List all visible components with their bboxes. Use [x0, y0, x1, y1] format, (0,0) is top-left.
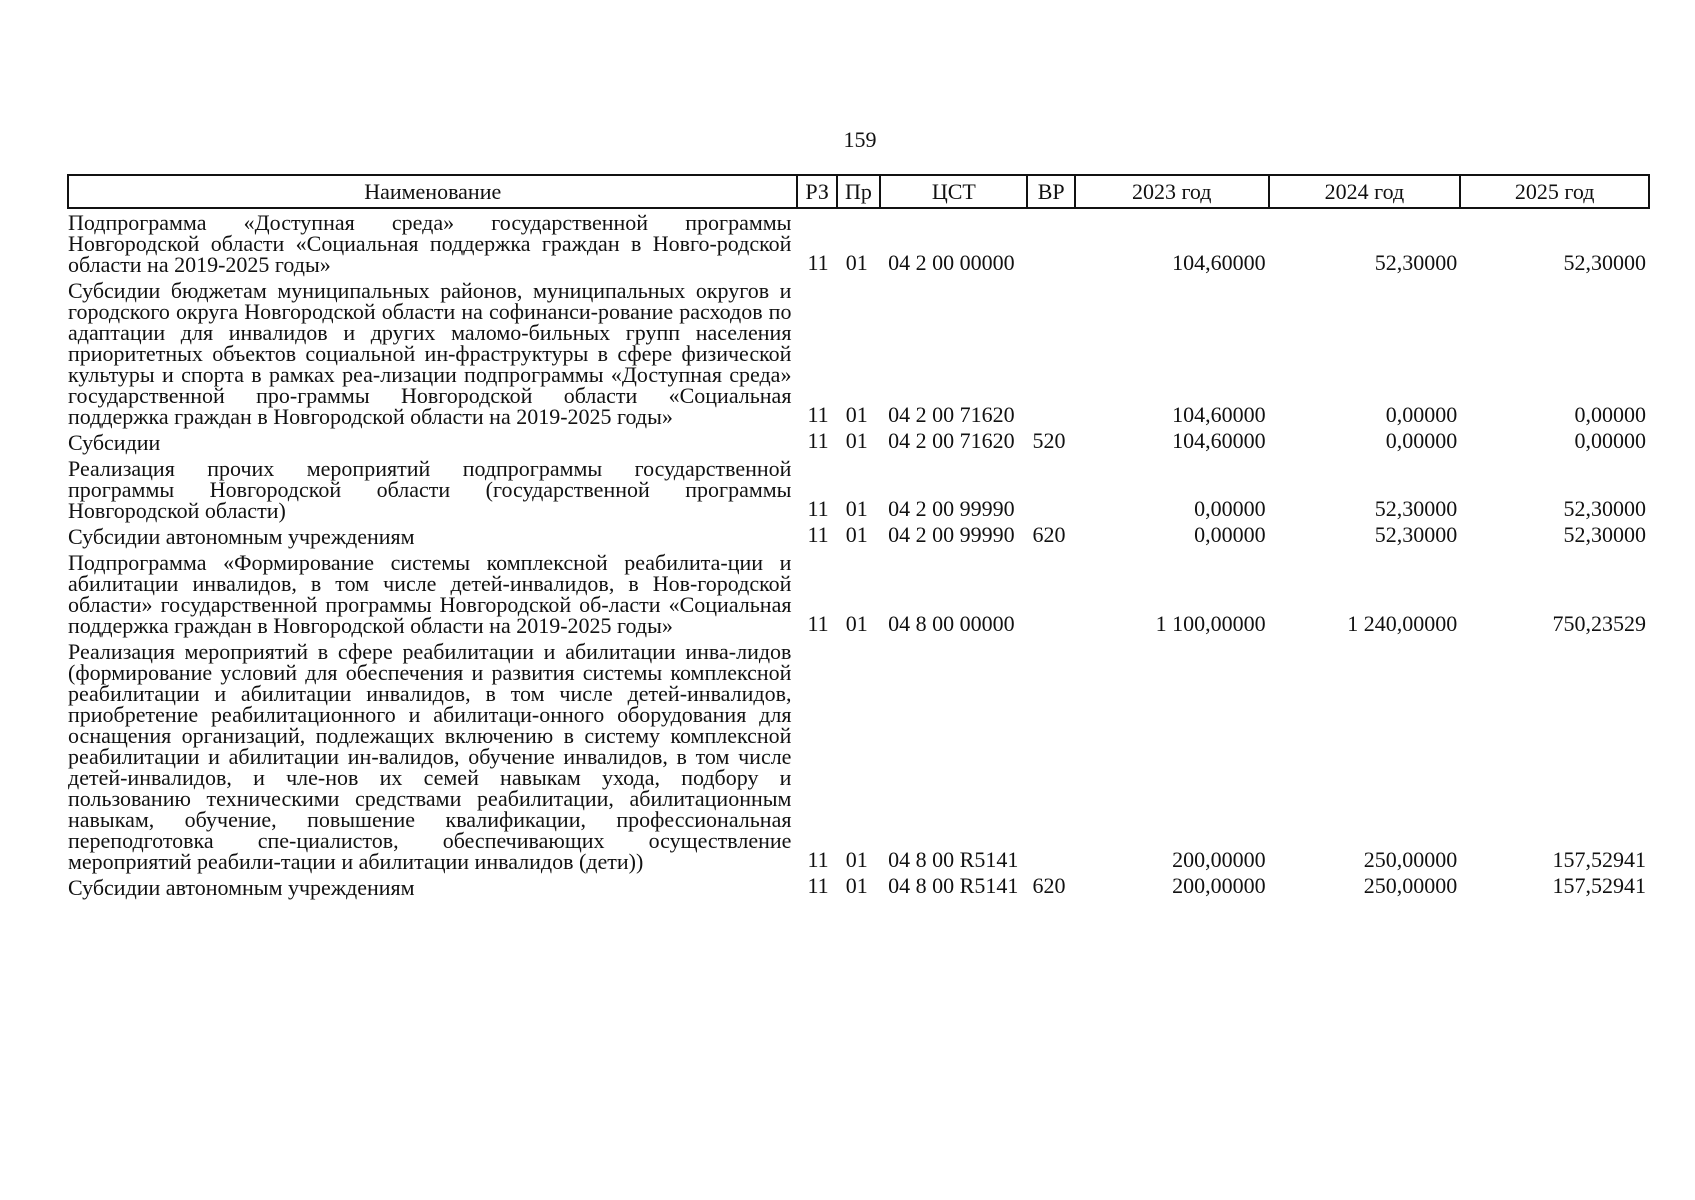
row-value-2023: 104,60000: [1172, 402, 1266, 427]
row-value-2024: 250,00000: [1363, 847, 1458, 872]
table-row: [68, 208, 1649, 277]
row-pr: 01: [845, 428, 868, 453]
row-pr: 01: [845, 847, 868, 872]
header-name: Наименование: [68, 175, 797, 208]
row-cst: 04 2 00 71620: [888, 428, 1015, 453]
row-value-2023: 104,60000: [1172, 250, 1266, 275]
row-pr: 01: [845, 522, 868, 547]
row-value-2023: 200,00000: [1172, 847, 1266, 872]
row-rz: 11: [807, 250, 829, 275]
table-row: [68, 638, 1649, 874]
budget-table: [67, 174, 1650, 900]
row-cst: 04 2 00 00000: [888, 250, 1015, 275]
row-value-2024: 250,00000: [1363, 873, 1458, 898]
row-vr: 620: [1032, 873, 1066, 898]
table-row: [68, 429, 1649, 455]
row-value-2024: 0,00000: [1385, 428, 1458, 453]
row-vr: 620: [1032, 522, 1066, 547]
row-value-2024: 52,30000: [1374, 522, 1458, 547]
header-2025: 2025 год: [1460, 175, 1649, 208]
header-2024: 2024 год: [1269, 175, 1461, 208]
row-name: Субсидии автономным учреждениям: [68, 524, 415, 549]
row-value-2025: 157,52941: [1552, 847, 1646, 872]
table-header: [68, 175, 1649, 208]
row-value-2023: 1 100,00000: [1155, 611, 1266, 636]
row-value-2023: 104,60000: [1172, 428, 1266, 453]
row-value-2024: 52,30000: [1374, 496, 1458, 521]
row-value-2025: 52,30000: [1563, 496, 1646, 521]
row-value-2025: 0,00000: [1574, 402, 1646, 427]
row-name: Субсидии: [68, 430, 161, 455]
row-name: Субсидии автономным учреждениям: [68, 875, 415, 900]
header-vr: ВР: [1027, 175, 1074, 208]
row-value-2025: 52,30000: [1563, 522, 1646, 547]
row-pr: 01: [845, 611, 868, 636]
header-pr: Пр: [837, 175, 880, 208]
header-rz: РЗ: [797, 175, 836, 208]
row-value-2025: 0,00000: [1574, 428, 1646, 453]
row-vr: [1027, 638, 1074, 874]
table-row: [68, 455, 1649, 523]
row-value-2024: 0,00000: [1385, 402, 1458, 427]
row-name: Субсидии бюджетам муниципальных районов, муниципальных округов и городского округа Новгородской области на софинанси-рование расходов по адаптации для инвалидов и других маломо-бильных групп населения приоритетных объектов социальной ин-фраструктуры в сфере физической культуры и спорта в рамках реа-лизации подпрограммы «Доступная среда» государственной про-граммы Новгородской области «Социальная поддержка граждан в Новгородской области на 2019-2025 годы»: [68, 278, 792, 429]
row-rz: 11: [807, 428, 829, 453]
row-rz: 11: [807, 847, 829, 872]
row-rz: 11: [807, 496, 829, 521]
row-value-2023: 200,00000: [1172, 873, 1266, 898]
row-rz: 11: [807, 873, 829, 898]
row-pr: 01: [845, 873, 868, 898]
row-pr: 01: [845, 250, 868, 275]
table-row: [68, 549, 1649, 638]
row-rz: 11: [807, 522, 829, 547]
row-cst: 04 2 00 99990: [888, 522, 1015, 547]
row-value-2023: 0,00000: [1194, 496, 1266, 521]
row-pr: 01: [845, 496, 868, 521]
header-2023: 2023 год: [1075, 175, 1269, 208]
row-vr: [1027, 208, 1074, 277]
row-value-2025: 750,23529: [1552, 611, 1646, 636]
row-pr: 01: [845, 402, 868, 427]
table-row: [68, 874, 1649, 900]
header-cst: ЦСТ: [880, 175, 1027, 208]
page-number: 159: [843, 127, 877, 152]
row-cst: 04 2 00 71620: [888, 402, 1015, 427]
row-vr: [1027, 455, 1074, 523]
row-value-2025: 52,30000: [1563, 250, 1646, 275]
row-value-2024: 1 240,00000: [1347, 611, 1458, 636]
row-name: Реализация прочих мероприятий подпрограммы государственной программы Новгородской области (государственной программы Новгородской области): [68, 456, 792, 523]
row-value-2023: 0,00000: [1194, 522, 1266, 547]
row-cst: 04 8 00 R5141: [888, 873, 1019, 898]
row-rz: 11: [807, 611, 829, 636]
row-name: Реализация мероприятий в сфере реабилитации и абилитации инва-лидов (формирование условий для обеспечения и развития системы комплексной реабилитации и абилитации инвалидов, в том числе детей-инвалидов, приобретение реабилитационного и абилитаци-онного оборудования для оснащения организаций, подлежащих включению в систему комплексной реабилитации и абилитации ин-валидов, обучение инвалидов, в том числе детей-инвалидов, и чле-нов их семей навыкам ухода, подбору и пользованию техническими средствами реабилитации, абилитационным навыкам, обучение, повышение квалификации, профессиональная переподготовка спе-циалистов, обеспечивающих осуществление мероприятий реабили-тации и абилитации инвалидов (дети)): [68, 639, 792, 874]
row-name: Подпрограмма «Доступная среда» государственной программы Новгородской области «Социальная поддержка граждан в Новго-родской области на 2019-2025 годы»: [68, 210, 792, 277]
row-vr: [1027, 549, 1074, 638]
row-vr: 520: [1032, 428, 1066, 453]
row-value-2024: 52,30000: [1374, 250, 1458, 275]
row-value-2025: 157,52941: [1552, 873, 1646, 898]
row-name: Подпрограмма «Формирование системы комплексной реабилита-ции и абилитации инвалидов, в том числе детей-инвалидов, в Нов-городской области» государственной программы Новгородской об-ласти «Социальная поддержка граждан в Новгородской области на 2019-2025 годы»: [68, 550, 792, 638]
table-row: [68, 277, 1649, 429]
row-rz: 11: [807, 402, 829, 427]
table-row: [68, 523, 1649, 549]
row-cst: 04 8 00 00000: [888, 611, 1015, 636]
row-vr: [1027, 277, 1074, 429]
table-body: [68, 208, 1649, 900]
row-cst: 04 2 00 99990: [888, 496, 1015, 521]
row-cst: 04 8 00 R5141: [888, 847, 1019, 872]
